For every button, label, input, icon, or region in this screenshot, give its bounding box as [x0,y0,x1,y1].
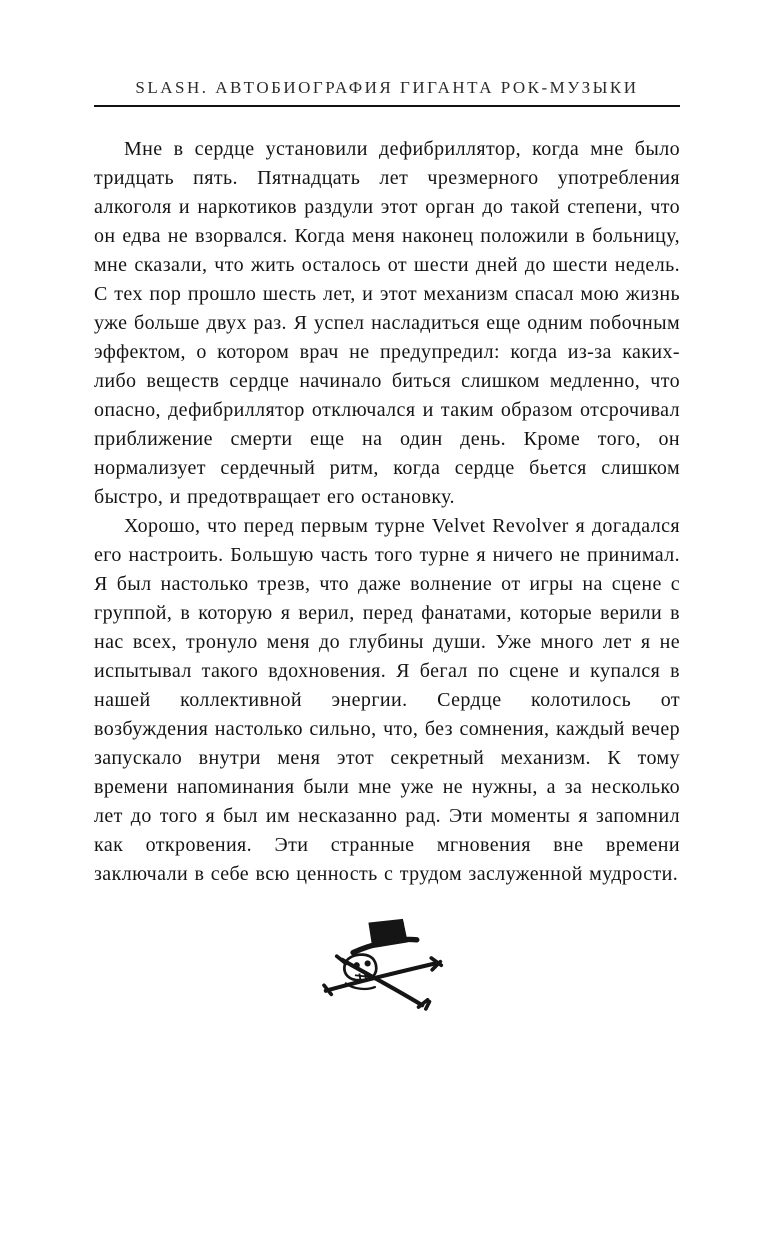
body-text [94,135,680,889]
illustration-container [0,918,768,1018]
skull-top-hat-doodle-icon [320,918,448,1018]
running-head: SLASH. АВТОБИОГРАФИЯ ГИГАНТА РОК-МУЗЫКИ [135,78,639,97]
page-content [94,78,680,889]
paragraph: Хорошо, что перед первым турне Velvet Revolver я догадался его настроить. Большую часть того турне я ничего не принимал. Я был настолько трезв, что даже волнение от игры на сцене с группой, в которую я верил, перед фанатами, которые верили в нас всех, тронуло меня до глубины души. Уже много лет я не испытывал такого вдохновения. Я бегал по сцене и купался в нашей коллективной энергии. Сердце колотилось от возбуждения настолько сильно, что, без сомнения, каждый вечер запускало внутри меня этот секретный механизм. К тому времени напоминания были мне уже не нужны, а за несколько лет до того я был им несказанно рад. Эти моменты я запомнил как откровения. Эти странные мгновения вне времени заключали в себе всю ценность с трудом заслуженной мудрости. [94,515,680,885]
header-rule [94,105,680,107]
paragraph: Мне в сердце установили дефибриллятор, когда мне было тридцать пять. Пятнадцать лет чрезмерного употребления алкоголя и наркотиков раздули этот орган до такой степени, что он едва не взорвался. Когда меня наконец положили в больницу, мне сказали, что жить осталось от шести дней до шести недель. С тех пор прошло шесть лет, и этот механизм спасал мою жизнь уже больше двух раз. Я успел насладиться еще одним побочным эффектом, о котором врач не предупредил: когда из-за каких-либо веществ сердце начинало биться слишком медленно, что опасно, дефибриллятор отключался и таким образом отсрочивал приближение смерти еще на один день. Кроме того, он нормализует сердечный ритм, когда сердце бьется слишком быстро, и предотвращает его остановку. [94,138,680,508]
